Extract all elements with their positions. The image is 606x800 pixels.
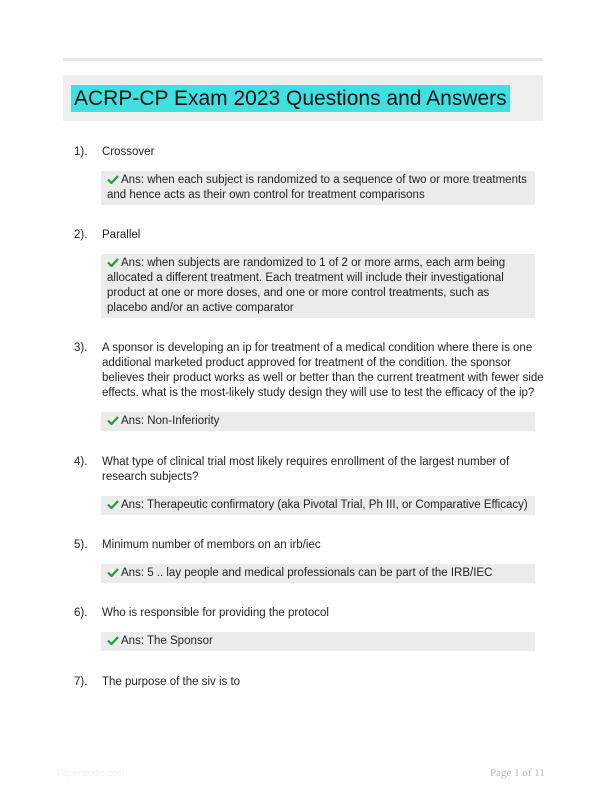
- question-text: Minimum number of membors on an irb/iec: [102, 539, 321, 551]
- footer-site: Paperstudio.com: [57, 768, 125, 778]
- answer-text: Ans: 5 .. lay people and medical professionals can be part of the IRB/IEC: [121, 567, 493, 579]
- question-row: [74, 145, 544, 160]
- answer-box: [101, 254, 535, 318]
- question-item: [74, 228, 544, 318]
- check-icon: [107, 175, 119, 184]
- question-number: 5).: [74, 539, 88, 551]
- question-item: [74, 145, 544, 205]
- question-number: 1).: [74, 146, 88, 158]
- question-item: [74, 538, 544, 583]
- answer-text: Ans: when each subject is randomized to a sequence of two or more treatments and hence acts as their own control for treatment comparisons: [107, 174, 527, 201]
- question-item: [74, 675, 544, 690]
- question-text: What type of clinical trial most likely requires enrollment of the largest number of research subjects?: [102, 456, 510, 483]
- question-item: [74, 606, 544, 651]
- question-text: A sponsor is developing an ip for treatment of a medical condition where there is one additional marketed product approved for treatment of the condition. the sponsor believes their product works as well or better than the current treatment with fewer side effects. what is the most-likely study design they will use to test the efficacy of the ip?: [102, 342, 544, 399]
- answer-box: [101, 564, 535, 583]
- check-icon: [107, 500, 119, 509]
- title-box: [63, 75, 543, 121]
- check-icon: [107, 568, 119, 577]
- question-row: [74, 675, 544, 690]
- question-number: 6).: [74, 607, 88, 619]
- answer-text: Ans: The Sponsor: [121, 635, 213, 647]
- question-number: 4).: [74, 456, 88, 468]
- check-icon: [107, 636, 119, 645]
- question-number: 3).: [74, 342, 88, 354]
- top-rule: [63, 58, 543, 61]
- answer-text: Ans: when subjects are randomized to 1 of 2 or more arms, each arm being allocated a different treatment. Each treatment will include their investigational product at one or more doses, and one or more control treatments, such as placebo and/or an active comparator: [107, 257, 506, 314]
- question-text: Parallel: [102, 229, 141, 241]
- question-row: [74, 455, 544, 485]
- question-row: [74, 606, 544, 621]
- question-text: The purpose of the siv is to: [102, 676, 241, 688]
- question-row: [74, 228, 544, 243]
- answer-box: [101, 412, 535, 431]
- answer-box: [101, 171, 535, 205]
- question-row: [74, 341, 544, 401]
- question-item: [74, 455, 544, 515]
- check-icon: [107, 258, 119, 267]
- question-row: [74, 538, 544, 553]
- answer-text: Ans: Therapeutic confirmatory (aka Pivotal Trial, Ph III, or Comparative Efficacy): [121, 499, 528, 511]
- question-text: Crossover: [102, 146, 155, 158]
- answer-box: [101, 496, 535, 515]
- page-title: ACRP-CP Exam 2023 Questions and Answers: [71, 85, 510, 112]
- question-number: 2).: [74, 229, 88, 241]
- check-icon: [107, 416, 119, 425]
- question-number: 7).: [74, 676, 88, 688]
- answer-text: Ans: Non-Inferiority: [121, 415, 220, 427]
- question-text: Who is responsible for providing the protocol: [102, 607, 329, 619]
- answer-box: [101, 632, 535, 651]
- question-item: [74, 341, 544, 431]
- page-number: Page 1 of 11: [490, 767, 545, 779]
